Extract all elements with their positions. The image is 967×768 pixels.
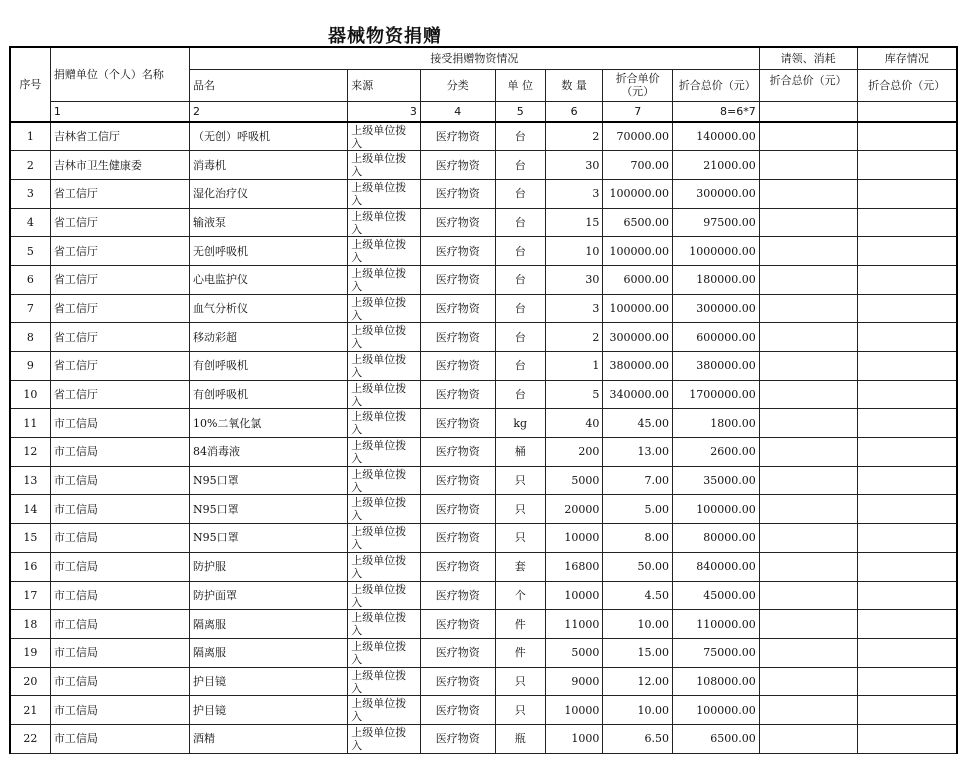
unit-price-cell: 5.00: [603, 495, 673, 524]
item-name-cell: 防护面罩: [189, 581, 347, 610]
unit-price-cell: 4.50: [603, 581, 673, 610]
item-name-cell: 有创呼吸机: [189, 352, 347, 381]
table-row: [10, 122, 957, 151]
stock-cell: [857, 610, 957, 639]
claim-cell: [759, 380, 857, 409]
row-number: 16: [10, 552, 50, 581]
unit-cell: 台: [495, 237, 545, 266]
row-number: 13: [10, 466, 50, 495]
claim-cell: [759, 667, 857, 696]
total-price-cell: 100000.00: [672, 696, 759, 725]
category-cell: 医疗物资: [420, 667, 495, 696]
total-price-cell: 110000.00: [672, 610, 759, 639]
category-header: 分类: [420, 69, 495, 101]
claim-cell: [759, 724, 857, 753]
claim-cell: [759, 352, 857, 381]
quantity-cell: 20000: [545, 495, 602, 524]
donor-cell: 省工信厅: [50, 323, 189, 352]
total-price-cell: 300000.00: [672, 179, 759, 208]
donor-cell: 省工信厅: [50, 352, 189, 381]
claim-cell: [759, 237, 857, 266]
category-cell: 医疗物资: [420, 724, 495, 753]
total-price-cell: 1800.00: [672, 409, 759, 438]
name-header: 品名: [189, 69, 347, 101]
table-row: [10, 380, 957, 409]
item-name-cell: N95口罩: [189, 495, 347, 524]
stock-group-header: 库存情况: [857, 47, 957, 69]
stock-cell: [857, 581, 957, 610]
unit-price-cell: 12.00: [603, 667, 673, 696]
quantity-cell: 10000: [545, 581, 602, 610]
donor-cell: 市工信局: [50, 409, 189, 438]
category-cell: 医疗物资: [420, 179, 495, 208]
stock-cell: [857, 552, 957, 581]
quantity-cell: 200: [545, 438, 602, 467]
item-name-cell: N95口罩: [189, 524, 347, 553]
category-cell: 医疗物资: [420, 495, 495, 524]
table-row: [10, 724, 957, 753]
donor-cell: 省工信厅: [50, 208, 189, 237]
stock-cell: [857, 409, 957, 438]
unit-price-header: 折合单价（元）: [603, 69, 673, 101]
row-number: 7: [10, 294, 50, 323]
table-row: [10, 610, 957, 639]
quantity-header: 数 量: [545, 69, 602, 101]
donor-cell: 省工信厅: [50, 265, 189, 294]
donation-table: [9, 46, 958, 754]
table-row: [10, 524, 957, 553]
table-row: [10, 294, 957, 323]
empty-cell: [759, 101, 857, 122]
row-number: 4: [10, 208, 50, 237]
total-price-cell: 2600.00: [672, 438, 759, 467]
donor-cell: 省工信厅: [50, 237, 189, 266]
stock-cell: [857, 179, 957, 208]
index-cell: 4: [420, 101, 495, 122]
total-price-cell: 840000.00: [672, 552, 759, 581]
quantity-cell: 16800: [545, 552, 602, 581]
unit-price-cell: 50.00: [603, 552, 673, 581]
empty-cell: [857, 101, 957, 122]
donor-cell: 市工信局: [50, 581, 189, 610]
stock-cell: [857, 638, 957, 667]
total-price-cell: 1000000.00: [672, 237, 759, 266]
stock-cell: [857, 667, 957, 696]
table-row: [10, 438, 957, 467]
table-row: [10, 466, 957, 495]
total-price-cell: 75000.00: [672, 638, 759, 667]
source-cell: 上级单位拨入: [348, 323, 421, 352]
index-cell: 6: [545, 101, 602, 122]
table-row: [10, 667, 957, 696]
item-name-cell: 移动彩超: [189, 323, 347, 352]
source-cell: 上级单位拨入: [348, 495, 421, 524]
header-row-3: [10, 101, 957, 122]
category-cell: 医疗物资: [420, 294, 495, 323]
row-number: 3: [10, 179, 50, 208]
quantity-cell: 10000: [545, 696, 602, 725]
item-name-cell: 湿化治疗仪: [189, 179, 347, 208]
item-name-cell: 无创呼吸机: [189, 237, 347, 266]
source-cell: 上级单位拨入: [348, 667, 421, 696]
claim-cell: [759, 294, 857, 323]
claim-cell: [759, 122, 857, 151]
item-name-cell: 有创呼吸机: [189, 380, 347, 409]
unit-cell: 台: [495, 265, 545, 294]
unit-price-cell: 700.00: [603, 151, 673, 180]
total-price-cell: 1700000.00: [672, 380, 759, 409]
category-cell: 医疗物资: [420, 524, 495, 553]
unit-price-cell: 100000.00: [603, 179, 673, 208]
claim-cell: [759, 179, 857, 208]
quantity-cell: 30: [545, 265, 602, 294]
donor-cell: 市工信局: [50, 610, 189, 639]
item-name-cell: 隔离服: [189, 638, 347, 667]
stock-cell: [857, 151, 957, 180]
claim-cell: [759, 323, 857, 352]
claim-cell: [759, 265, 857, 294]
total-price-cell: 180000.00: [672, 265, 759, 294]
donor-cell: 市工信局: [50, 524, 189, 553]
table-row: [10, 151, 957, 180]
quantity-cell: 9000: [545, 667, 602, 696]
unit-price-cell: 70000.00: [603, 122, 673, 151]
donor-cell: 吉林省工信厅: [50, 122, 189, 151]
quantity-cell: 10000: [545, 524, 602, 553]
donor-cell: 省工信厅: [50, 294, 189, 323]
quantity-cell: 11000: [545, 610, 602, 639]
total-price-cell: 45000.00: [672, 581, 759, 610]
claim-cell: [759, 552, 857, 581]
seq-header: 序号: [10, 47, 50, 122]
unit-price-cell: 13.00: [603, 438, 673, 467]
unit-price-cell: 6.50: [603, 724, 673, 753]
unit-price-cell: 100000.00: [603, 294, 673, 323]
stock-cell: [857, 495, 957, 524]
source-header: 来源: [348, 69, 421, 101]
source-cell: 上级单位拨入: [348, 151, 421, 180]
unit-cell: 台: [495, 151, 545, 180]
unit-cell: 只: [495, 466, 545, 495]
stock-cell: [857, 380, 957, 409]
claim-cell: [759, 466, 857, 495]
item-name-cell: N95口罩: [189, 466, 347, 495]
stock-cell: [857, 323, 957, 352]
table-row: [10, 352, 957, 381]
quantity-cell: 40: [545, 409, 602, 438]
row-number: 20: [10, 667, 50, 696]
row-number: 11: [10, 409, 50, 438]
source-cell: 上级单位拨入: [348, 581, 421, 610]
quantity-cell: 30: [545, 151, 602, 180]
row-number: 2: [10, 151, 50, 180]
donor-cell: 市工信局: [50, 466, 189, 495]
quantity-cell: 1: [545, 352, 602, 381]
row-number: 9: [10, 352, 50, 381]
category-cell: 医疗物资: [420, 552, 495, 581]
page-title: 器械物资捐赠: [328, 26, 442, 47]
unit-price-cell: 45.00: [603, 409, 673, 438]
stock-cell: [857, 466, 957, 495]
stock-cell: [857, 237, 957, 266]
item-name-cell: 心电监护仪: [189, 265, 347, 294]
quantity-cell: 5000: [545, 638, 602, 667]
unit-price-cell: 7.00: [603, 466, 673, 495]
category-cell: 医疗物资: [420, 466, 495, 495]
item-name-cell: 护目镜: [189, 696, 347, 725]
stock-cell: [857, 724, 957, 753]
header-row-1: [10, 47, 957, 69]
unit-cell: 台: [495, 352, 545, 381]
donor-cell: 市工信局: [50, 667, 189, 696]
category-cell: 医疗物资: [420, 638, 495, 667]
unit-cell: 套: [495, 552, 545, 581]
unit-cell: 件: [495, 638, 545, 667]
total-price-cell: 100000.00: [672, 495, 759, 524]
category-cell: 医疗物资: [420, 122, 495, 151]
category-cell: 医疗物资: [420, 438, 495, 467]
source-cell: 上级单位拨入: [348, 724, 421, 753]
index-cell: 5: [495, 101, 545, 122]
category-cell: 医疗物资: [420, 380, 495, 409]
unit-cell: 只: [495, 524, 545, 553]
claim-cell: [759, 581, 857, 610]
claim-cell: [759, 495, 857, 524]
donor-cell: 市工信局: [50, 724, 189, 753]
row-number: 12: [10, 438, 50, 467]
category-cell: 医疗物资: [420, 237, 495, 266]
unit-cell: 只: [495, 495, 545, 524]
source-cell: 上级单位拨入: [348, 638, 421, 667]
category-cell: 医疗物资: [420, 696, 495, 725]
unit-price-cell: 6000.00: [603, 265, 673, 294]
unit-cell: 台: [495, 294, 545, 323]
table-row: [10, 208, 957, 237]
source-cell: 上级单位拨入: [348, 380, 421, 409]
table-row: [10, 323, 957, 352]
claim-group-header: 请领、消耗: [759, 47, 857, 69]
item-name-cell: 防护服: [189, 552, 347, 581]
index-cell: 1: [50, 101, 189, 122]
row-number: 22: [10, 724, 50, 753]
item-name-cell: 输液泵: [189, 208, 347, 237]
item-name-cell: （无创）呼吸机: [189, 122, 347, 151]
quantity-cell: 15: [545, 208, 602, 237]
unit-cell: 台: [495, 208, 545, 237]
row-number: 6: [10, 265, 50, 294]
source-cell: 上级单位拨入: [348, 179, 421, 208]
total-price-cell: 6500.00: [672, 724, 759, 753]
donor-cell: 市工信局: [50, 696, 189, 725]
row-number: 21: [10, 696, 50, 725]
unit-price-cell: 15.00: [603, 638, 673, 667]
source-cell: 上级单位拨入: [348, 552, 421, 581]
index-cell: 3: [348, 101, 421, 122]
total-price-cell: 80000.00: [672, 524, 759, 553]
unit-price-cell: 10.00: [603, 610, 673, 639]
stock-cell: [857, 438, 957, 467]
table-row: [10, 409, 957, 438]
unit-cell: 台: [495, 323, 545, 352]
quantity-cell: 2: [545, 122, 602, 151]
row-number: 5: [10, 237, 50, 266]
stock-cell: [857, 352, 957, 381]
claim-cell: [759, 208, 857, 237]
index-cell: 2: [189, 101, 347, 122]
category-cell: 医疗物资: [420, 581, 495, 610]
quantity-cell: 1000: [545, 724, 602, 753]
total-price-cell: 21000.00: [672, 151, 759, 180]
quantity-cell: 10: [545, 237, 602, 266]
total-price-cell: 380000.00: [672, 352, 759, 381]
source-cell: 上级单位拨入: [348, 696, 421, 725]
total-price-cell: 108000.00: [672, 667, 759, 696]
donor-cell: 市工信局: [50, 438, 189, 467]
source-cell: 上级单位拨入: [348, 352, 421, 381]
category-cell: 医疗物资: [420, 265, 495, 294]
category-cell: 医疗物资: [420, 208, 495, 237]
row-number: 10: [10, 380, 50, 409]
source-cell: 上级单位拨入: [348, 610, 421, 639]
donor-cell: 市工信局: [50, 552, 189, 581]
unit-price-cell: 10.00: [603, 696, 673, 725]
table-row: [10, 495, 957, 524]
quantity-cell: 3: [545, 179, 602, 208]
unit-price-cell: 6500.00: [603, 208, 673, 237]
donor-cell: 省工信厅: [50, 380, 189, 409]
stock-total-header: 折合总价（元）: [857, 69, 957, 101]
unit-header: 单 位: [495, 69, 545, 101]
category-cell: 医疗物资: [420, 610, 495, 639]
quantity-cell: 5: [545, 380, 602, 409]
category-cell: 医疗物资: [420, 409, 495, 438]
total-price-header: 折合总价（元）: [672, 69, 759, 101]
unit-cell: 台: [495, 122, 545, 151]
total-price-cell: 97500.00: [672, 208, 759, 237]
stock-cell: [857, 524, 957, 553]
item-name-cell: 酒精: [189, 724, 347, 753]
donor-cell: 市工信局: [50, 495, 189, 524]
donor-cell: 吉林市卫生健康委: [50, 151, 189, 180]
table-row: [10, 638, 957, 667]
table-row: [10, 552, 957, 581]
claim-cell: [759, 409, 857, 438]
received-group-header: 接受捐赠物资情况: [189, 47, 759, 69]
claim-cell: [759, 696, 857, 725]
claim-cell: [759, 610, 857, 639]
index-cell: 7: [603, 101, 673, 122]
category-cell: 医疗物资: [420, 323, 495, 352]
row-number: 8: [10, 323, 50, 352]
source-cell: 上级单位拨入: [348, 466, 421, 495]
table-row: [10, 179, 957, 208]
total-price-cell: 600000.00: [672, 323, 759, 352]
unit-cell: 瓶: [495, 724, 545, 753]
row-number: 14: [10, 495, 50, 524]
source-cell: 上级单位拨入: [348, 265, 421, 294]
unit-cell: 只: [495, 667, 545, 696]
claim-total-header: 折合总价（元）: [759, 69, 857, 101]
source-cell: 上级单位拨入: [348, 409, 421, 438]
donor-cell: 省工信厅: [50, 179, 189, 208]
unit-price-cell: 300000.00: [603, 323, 673, 352]
unit-price-cell: 340000.00: [603, 380, 673, 409]
donor-header: 捐赠单位（个人）名称: [50, 47, 189, 101]
item-name-cell: 隔离服: [189, 610, 347, 639]
source-cell: 上级单位拨入: [348, 208, 421, 237]
stock-cell: [857, 208, 957, 237]
unit-cell: 桶: [495, 438, 545, 467]
claim-cell: [759, 438, 857, 467]
source-cell: 上级单位拨入: [348, 524, 421, 553]
stock-cell: [857, 696, 957, 725]
row-number: 19: [10, 638, 50, 667]
quantity-cell: 2: [545, 323, 602, 352]
unit-cell: 只: [495, 696, 545, 725]
table-row: [10, 237, 957, 266]
source-cell: 上级单位拨入: [348, 294, 421, 323]
total-price-cell: 35000.00: [672, 466, 759, 495]
item-name-cell: 血气分析仪: [189, 294, 347, 323]
stock-cell: [857, 265, 957, 294]
total-price-cell: 140000.00: [672, 122, 759, 151]
row-number: 1: [10, 122, 50, 151]
unit-price-cell: 380000.00: [603, 352, 673, 381]
row-number: 15: [10, 524, 50, 553]
donor-cell: 市工信局: [50, 638, 189, 667]
unit-cell: 台: [495, 380, 545, 409]
quantity-cell: 3: [545, 294, 602, 323]
claim-cell: [759, 638, 857, 667]
source-cell: 上级单位拨入: [348, 237, 421, 266]
table-row: [10, 581, 957, 610]
claim-cell: [759, 524, 857, 553]
item-name-cell: 10%二氧化氯: [189, 409, 347, 438]
unit-cell: 个: [495, 581, 545, 610]
stock-cell: [857, 294, 957, 323]
category-cell: 医疗物资: [420, 352, 495, 381]
table-row: [10, 265, 957, 294]
index-cell: 8=6*7: [672, 101, 759, 122]
claim-cell: [759, 151, 857, 180]
unit-cell: kg: [495, 409, 545, 438]
table-row: [10, 696, 957, 725]
stock-cell: [857, 122, 957, 151]
unit-price-cell: 8.00: [603, 524, 673, 553]
category-cell: 医疗物资: [420, 151, 495, 180]
source-cell: 上级单位拨入: [348, 438, 421, 467]
quantity-cell: 5000: [545, 466, 602, 495]
item-name-cell: 消毒机: [189, 151, 347, 180]
source-cell: 上级单位拨入: [348, 122, 421, 151]
unit-cell: 台: [495, 179, 545, 208]
row-number: 18: [10, 610, 50, 639]
total-price-cell: 300000.00: [672, 294, 759, 323]
row-number: 17: [10, 581, 50, 610]
item-name-cell: 护目镜: [189, 667, 347, 696]
unit-price-cell: 100000.00: [603, 237, 673, 266]
item-name-cell: 84消毒液: [189, 438, 347, 467]
unit-cell: 件: [495, 610, 545, 639]
